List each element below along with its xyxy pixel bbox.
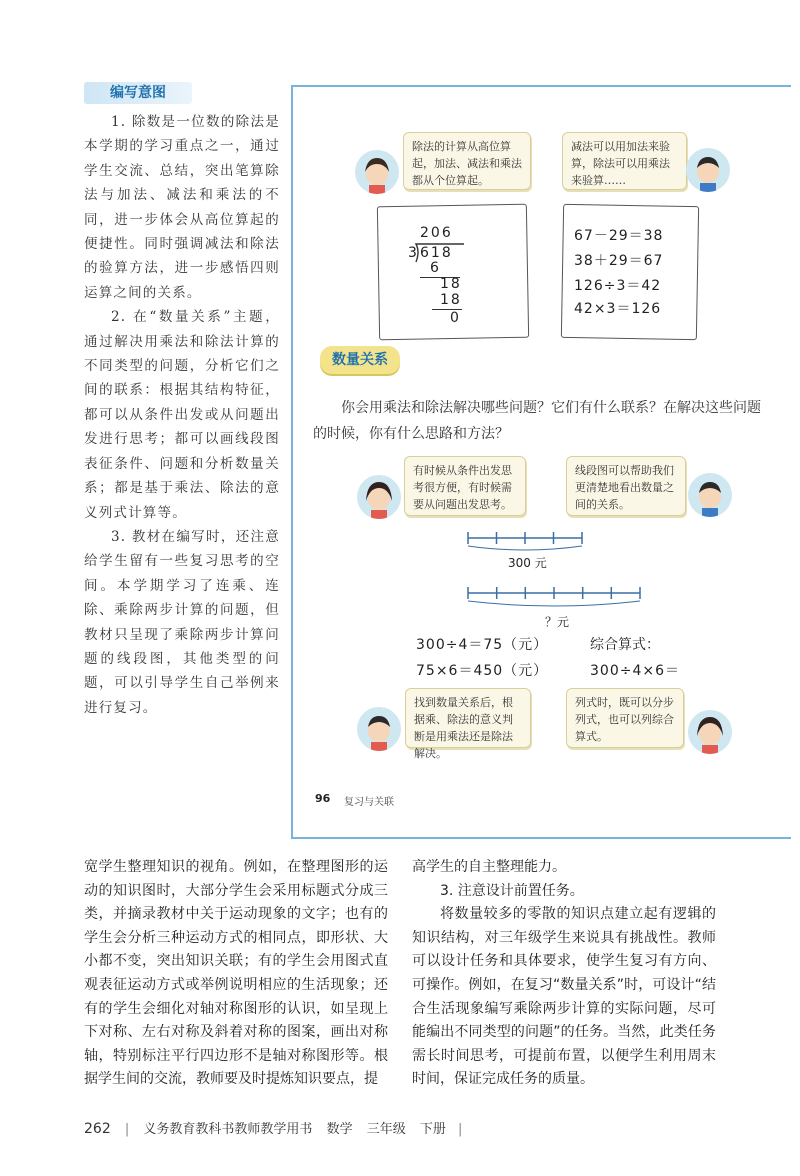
division-step: 18 [440,276,462,292]
division-step: 18 [440,292,462,308]
section-title: 编写意图 [84,82,192,104]
segment-diagram-1 [465,528,585,552]
body-left-column [84,856,388,1092]
segment-label: 300 元 [508,556,547,570]
textbook-section-name: 复习与关联 [344,797,394,808]
body-right-column [412,856,716,1092]
equation: 42×3＝126 [574,301,662,317]
speech-bubble: 减法可以用加法来验算，除法可以用乘法来验算…… [562,132,687,190]
sidebar-paragraph-1: 1. 除数是一位数的除法是本学期的学习重点之一，通过学生交流、总结，突出笔算除法与加法、减法和乘法的不同，进一步体会从高位算起的便捷性。同时强调减法和除法的验算方法，进一步感悟四则运算之间的关系。 [84,114,280,301]
page-footer: 262 | 义务教育教科书教师教学用书 数学 三年级 下册 | [84,1121,463,1137]
quotient: 206 [420,225,453,241]
equation: 38＋29＝67 [574,253,664,269]
sidebar-paragraph-3: 3. 教材在编写时，还注意给学生留有一些复习思考的空间。本学期学习了连乘、连除、乘除两步计算的问题，但教材只呈现了乘除两步计算问题的线段图，其他类型的问题，可以引导学生自己举例来进行复习。 [84,528,280,716]
girl-avatar-icon [357,475,401,519]
equation: 126÷3＝42 [574,278,662,294]
calc-line: 300÷4＝75（元） [416,637,549,653]
remainder: 0 [450,310,459,326]
boy-avatar-icon [686,148,730,192]
segment-label: ？元 [545,615,570,629]
girl-avatar-icon [688,710,732,754]
calc-line: 75×6＝450（元） [416,663,549,679]
speech-bubble: 有时候从条件出发思考很方便，有时候需要从问题出发思考。 [404,456,526,516]
question-text: 你会用乘法和除法解决哪些问题？它们有什么联系？在解决这些问题的时候，你有什么思路和方法？ [313,400,761,442]
equation: 67－29＝38 [574,228,664,244]
combined-expression: 300÷4×6＝ [590,663,680,679]
textbook-page-number: 96 [315,792,331,805]
combined-label: 综合算式： [590,637,660,653]
dividend: 618 [420,245,453,261]
girl-avatar-icon [355,150,399,194]
footer-volume: 下册 [419,1122,446,1137]
body-paragraph: 宽学生整理知识的视角。例如，在整理图形的运动的知识图时，大部分学生会采用标题式分成三类，并摘录教材中关于运动现象的文字；也有的学生会分析三种运动方式的相同点，即形状、大小都不变，突出知识关联；有的学生会用图式直观表征运动方式或举例说明相应的生活现象；还有的学生会细化对轴对称图形的认识，如呈现上下对称、左右对称及斜着对称的图案，画出对称轴，特别标注平行四边形不是轴对称图形等。根据学生间的交流，教师要及时提炼知识要点，提 [84,859,388,1088]
speech-bubble: 找到数量关系后，根据乘、除法的意义判断是用乘法还是除法解决。 [405,688,531,748]
body-paragraph: 3. 注意设计前置任务。 [440,882,584,899]
sidebar-paragraph-2: 2. 在“数量关系”主题，通过解决用乘法和除法计算的不同类型的问题，分析它们之间的联系：根据其结构特征，都可以从条件出发或从问题出发进行思考；都可以画线段图表征条件、问题和分析数量关系；都是基于乘法、除法的意义列式计算等。 [84,309,280,521]
footer-book-title: 义务教育教科书教师教学用书 [143,1122,313,1137]
boy-avatar-icon [357,707,401,751]
speech-bubble: 线段图可以帮助我们更清楚地看出数量之间的关系。 [566,456,686,516]
divisor: 3 [408,245,417,261]
boy-avatar-icon [688,473,732,517]
division-step: 6 [430,260,439,276]
topic-tag: 数量关系 [320,346,400,374]
body-paragraph: 高学生的自主整理能力。 [412,859,566,875]
sidebar-notes [84,110,280,720]
speech-bubble: 列式时，既可以分步列式，也可以列综合算式。 [566,688,684,748]
footer-subject: 数学 [326,1122,353,1137]
speech-bubble: 除法的计算从高位算起，加法、减法和乘法都从个位算起。 [403,132,531,190]
segment-diagram-2 [465,583,645,613]
body-paragraph: 将数量较多的零散的知识点建立起有逻辑的知识结构，对三年级学生来说具有挑战性。教师可以设计任务和具体要求，使学生复习有方向、可操作。例如，在复习“数量关系”时，可设计“结合生活现象编写乘除两步计算的实际问题，尽可能编出不同类型的问题”的任务。当然，此类任务需长时间思考，可提前布置，以便学生利用周末时间，保证完成任务的质量。 [412,906,716,1088]
footer-page-number: 262 [84,1121,111,1137]
footer-grade: 三年级 [366,1122,406,1137]
